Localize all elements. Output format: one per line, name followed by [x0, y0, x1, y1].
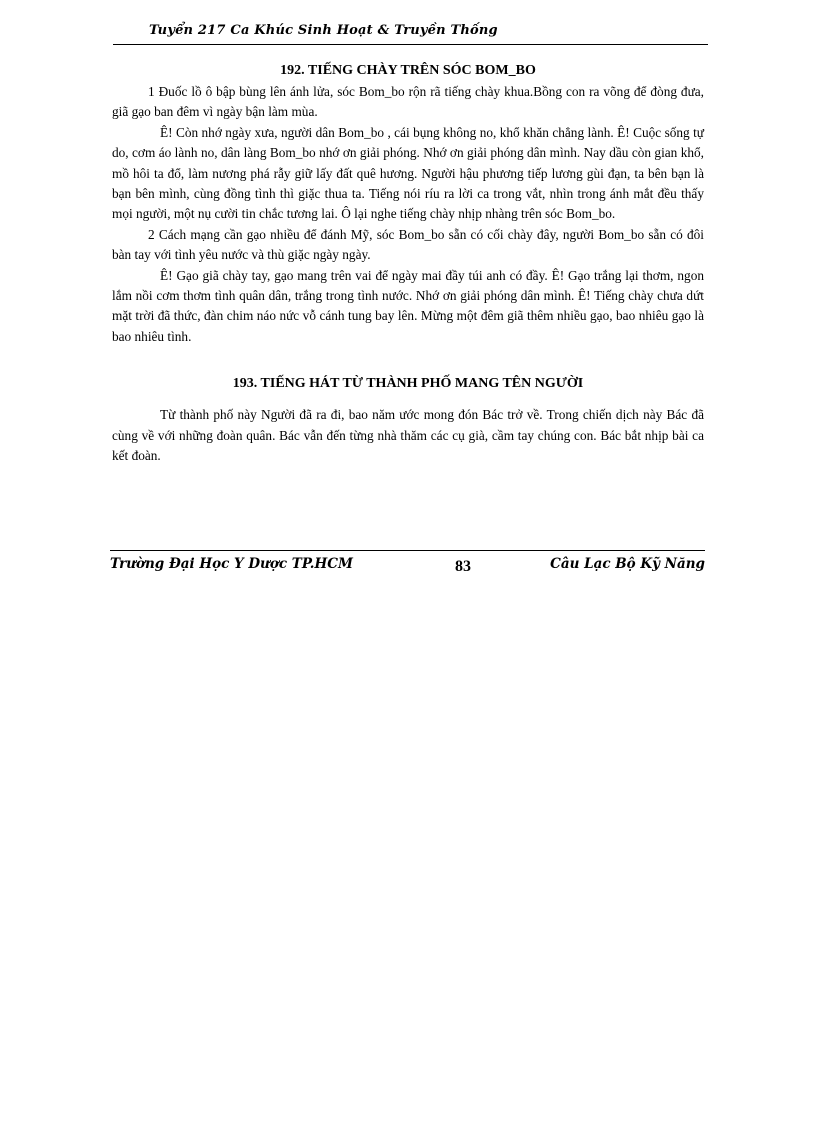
- page-number: 83: [455, 558, 471, 575]
- footer-school-name: Trường Đại Học Y Dược TP.HCM: [110, 556, 353, 572]
- paragraph: 1 Đuốc lồ ô bập bùng lên ánh lửa, sóc Bom_bo rộn rã tiếng chày khua.Bồng con ra võng để đòng đưa, giã gạo ban đêm vì ngày bận làm mùa.: [112, 84, 704, 120]
- song-section-193: [112, 373, 704, 466]
- page-content: [112, 60, 704, 467]
- page-header: [113, 22, 708, 45]
- paragraph: Ê! Gạo giã chày tay, gạo mang trên vai để ngày mai đầy túi anh có đầy. Ê! Gạo trắng lại thơm, ngon lắm nồi cơm thơm tình quân dân, trắng trong tình nước. Nhớ ơn giải phóng dân mình. Ê! Tiếng chày chưa dứt mặt trời đã thức, đàn chim náo nức vỗ cánh tung bay lên. Mừng một đêm giã thêm nhiều gạo, bao nhiêu gạo là bao nhiêu tình.: [112, 267, 704, 344]
- header-title: Tuyển 217 Ca Khúc Sinh Hoạt & Truyền Thống: [149, 23, 498, 38]
- section-title: 193. TIẾNG HÁT TỪ THÀNH PHỐ MANG TÊN NGƯỜI: [232, 376, 584, 392]
- paragraph: Ê! Còn nhớ ngày xưa, người dân Bom_bo , cái bụng không no, khổ khăn chẳng lành. Ê! Cuộc sống tự do, cơm áo lành no, dân làng Bom_bo nhớ ơn giải phóng. Nhớ ơn giải phóng dân mình. Nay dầu còn gian khổ, mồ hôi ta đổ, làm nương phá rẫy giữ lấy đất quê hương. Người hậu phương tiếp lương gùi đạn, ta bên bạn là bạn bên mình, cùng đồng tình thì giặc thua ta. Tiếng nói ríu ra lời ca trong vắt, nhìn trong ánh mắt đều thấy mọi người, một nụ cười tin chắc tương lai. Ô lại nghe tiếng chày nhịp nhàng trên sóc Bom_bo.: [112, 124, 704, 222]
- paragraph: 2 Cách mạng cần gạo nhiều để đánh Mỹ, sóc Bom_bo sẵn có cối chày đây, người Bom_bo sẵn có đôi bàn tay với tình yêu nước và thù giặc ngày ngày.: [112, 226, 704, 263]
- page-footer: [110, 550, 705, 577]
- song-section-192: [112, 60, 704, 347]
- paragraph: Từ thành phố này Người đã ra đi, bao năm ước mong đón Bác trở về. Trong chiến dịch này Bác đã cùng về với những đoàn quân. Bác vẫn đến từng nhà thăm các cụ già, cầm tay chúng con. Bác bắt nhịp bài ca kết đoàn.: [112, 407, 704, 464]
- footer-club-name: Câu Lạc Bộ Kỹ Năng: [550, 556, 705, 572]
- section-title: 192. TIẾNG CHÀY TRÊN SÓC BOM_BO: [280, 63, 536, 78]
